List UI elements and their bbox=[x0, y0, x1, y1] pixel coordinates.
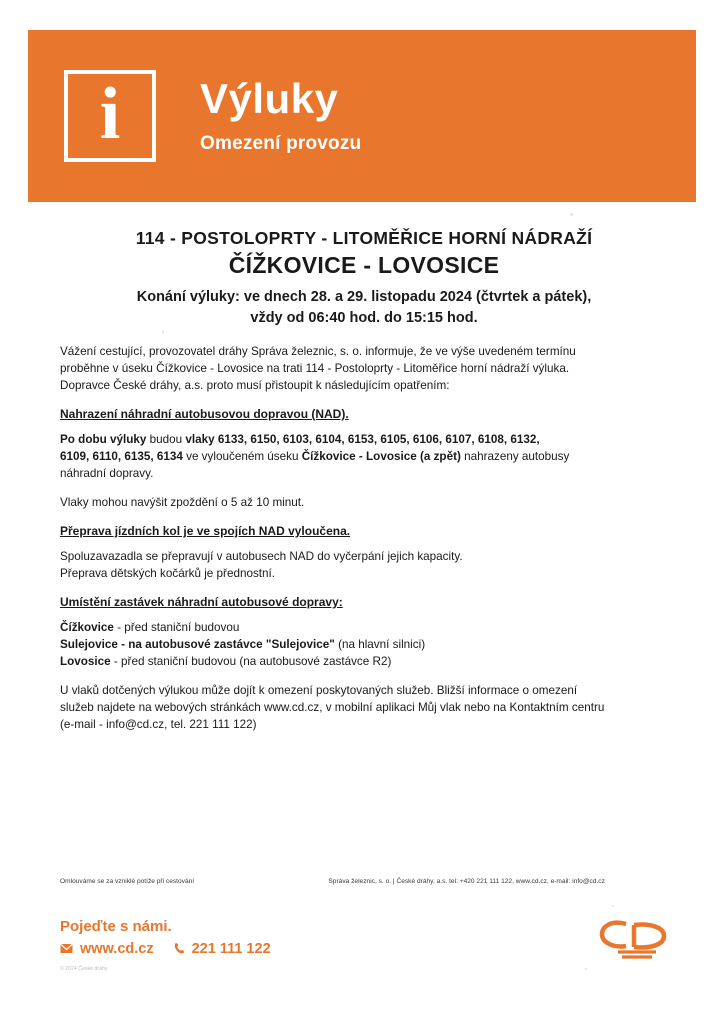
trains-section: Čížkovice - Lovosice (a zpět) bbox=[301, 450, 461, 464]
stop-desc-1: (na hlavní silnici) bbox=[338, 637, 426, 651]
trains-mid: ve vyloučeném úseku bbox=[186, 450, 299, 464]
banner-title: Výluky bbox=[200, 74, 339, 122]
intro-line-2: proběhne v úseku Čížkovice - Lovosice na trati 114 - Postoloprty - Litoměřice horní nádraží výluka. bbox=[60, 362, 570, 376]
closing-paragraph bbox=[60, 683, 668, 734]
trains-text-1: budou bbox=[149, 433, 183, 447]
copyright-text: © 2024 České dráhy bbox=[60, 966, 108, 972]
closing-line-3: (e-mail - info@cd.cz, tel. 221 111 122) bbox=[60, 717, 257, 731]
header-banner bbox=[28, 30, 696, 202]
closing-line-1: U vlaků dotčených výlukou může dojít k omezení poskytovaných služeb. Bližší informace o omezení bbox=[60, 683, 578, 697]
brand-contact-line bbox=[60, 941, 670, 957]
heading-replacement-bus: Nahrazení náhradní autobusovou dopravou (NAD). bbox=[60, 407, 349, 422]
scan-artifact bbox=[570, 213, 573, 216]
validity-block bbox=[60, 287, 668, 328]
luggage-line-2: Přeprava dětských kočárků je přednostní. bbox=[60, 566, 276, 580]
trains-paragraph bbox=[60, 432, 668, 483]
trains-suffix: nahrazeny autobusy bbox=[464, 450, 570, 464]
luggage-line-1: Spoluzavazadla se přepravují v autobusech NAD do vyčerpání jejich kapacity. bbox=[60, 549, 463, 563]
trains-tail: náhradní dopravy. bbox=[60, 467, 154, 480]
validity-line-2: vždy od 06:40 hod. do 15:15 hod. bbox=[250, 309, 478, 326]
brand-slogan: Pojeďte s námi. bbox=[60, 918, 172, 935]
delay-note: Vlaky mohou navýšit zpoždění o 5 až 10 minut. bbox=[60, 495, 305, 509]
intro-line-1: Vážení cestující, provozovatel dráhy Správa železnic, s. o. informuje, že ve výše uvedeném termínu bbox=[60, 345, 576, 359]
fineprint-apology: Omlouváme se za vzniklé potíže při cestování bbox=[60, 878, 195, 885]
brand-phone[interactable]: 221 111 122 bbox=[191, 941, 271, 957]
phone-icon bbox=[174, 942, 185, 957]
line-heading: 114 - POSTOLOPRTY - LITOMĚŘICE HORNÍ NÁDRAŽÍ bbox=[135, 228, 593, 248]
cd-logo bbox=[596, 916, 670, 960]
scan-artifact bbox=[162, 330, 164, 334]
scan-artifact bbox=[585, 968, 587, 970]
brand-website[interactable]: www.cd.cz bbox=[80, 941, 154, 957]
heading-stop-locations: Umístění zastávek náhradní autobusové dopravy: bbox=[60, 594, 343, 609]
document-body bbox=[60, 228, 668, 746]
trains-numbers-2: 6109, 6110, 6135, 6134 bbox=[60, 450, 183, 464]
stop-desc-2: - před staniční budovou (na autobusové zastávce R2) bbox=[113, 654, 392, 668]
globe-icon bbox=[60, 943, 73, 956]
information-icon-glyph: i bbox=[99, 72, 121, 155]
luggage-note bbox=[60, 549, 668, 583]
intro-paragraph bbox=[60, 344, 668, 395]
banner-subtitle: Omezení provozu bbox=[200, 133, 362, 155]
heading-bikes-excluded: Přeprava jízdních kol je ve spojích NAD vyloučena. bbox=[60, 523, 351, 538]
information-icon bbox=[64, 70, 156, 162]
scan-artifact bbox=[612, 905, 614, 907]
stop-name-0: Čížkovice bbox=[60, 620, 114, 634]
fineprint-contact: Správa železnic, s. o. | České dráhy, a.s. tel: +420 221 111 122, www.cd.cz, e-mail: info@cd.cz bbox=[328, 878, 605, 885]
branding-block bbox=[60, 918, 670, 957]
stop-list bbox=[60, 620, 668, 671]
stop-desc-0: - před staniční budovou bbox=[117, 620, 240, 634]
stop-name-2: Lovosice bbox=[60, 654, 111, 668]
intro-line-3: Dopravce České dráhy, a.s. proto musí přistoupit k následujícím opatřením: bbox=[60, 379, 450, 393]
trains-prefix: Po dobu výluky bbox=[60, 433, 147, 447]
banner-text-block bbox=[200, 74, 362, 155]
stop-name-1: Sulejovice - na autobusové zastávce "Sulejovice" bbox=[60, 637, 335, 651]
trains-numbers-1: vlaky 6133, 6150, 6103, 6104, 6153, 6105, 6106, 6107, 6108, 6132, bbox=[185, 433, 540, 447]
validity-line-1: Konání výluky: ve dnech 28. a 29. listopadu 2024 (čtvrtek a pátek), bbox=[136, 289, 592, 305]
section-heading: ČÍŽKOVICE - LOVOSICE bbox=[228, 252, 500, 278]
closing-line-2: služeb najdete na webových stránkách www.cd.cz, v mobilní aplikaci Můj vlak nebo na Kontaktním centru bbox=[60, 700, 605, 714]
fineprint-row bbox=[60, 878, 670, 885]
